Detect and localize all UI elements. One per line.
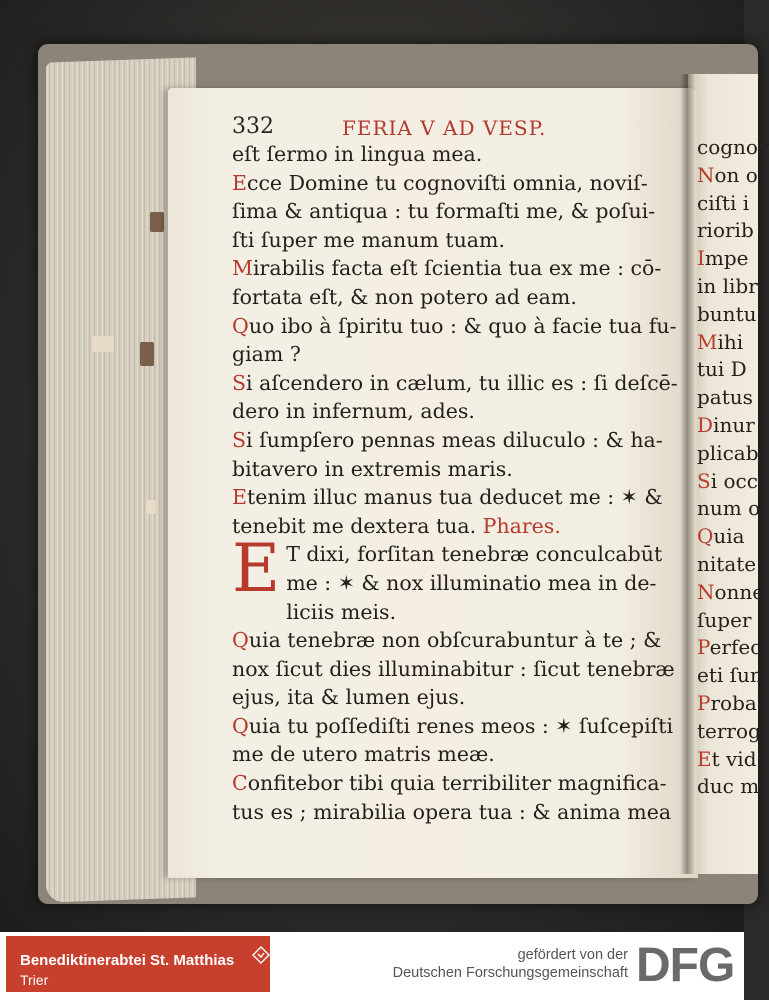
text-run: inur [713, 412, 755, 437]
rubric-text: N [697, 579, 715, 604]
text-line [232, 598, 687, 627]
text-line [232, 798, 687, 827]
text-run: riorib [697, 218, 754, 243]
text-run: me de utero matris meæ. [232, 742, 495, 767]
text-run: ſti ſuper me manum tuam. [232, 227, 505, 252]
text-run: irabilis facta eſt ſcientia tua ex me : cō- [253, 256, 662, 281]
text-line [232, 312, 687, 341]
text-run: plicab [697, 440, 759, 465]
page-tab [146, 500, 156, 514]
rubric-text: Q [232, 313, 249, 338]
rubric-text: E [232, 485, 247, 510]
text-run: uia tenebræ non obſcurabuntur à te ; & [248, 628, 662, 653]
text-line [697, 551, 757, 579]
rubric-text: C [232, 771, 248, 796]
text-line [697, 523, 757, 551]
text-line [697, 495, 761, 523]
text-line [697, 273, 757, 301]
text-run: ihi [717, 329, 744, 354]
funding-line: Deutschen Forschungsgemeinschaft [392, 965, 628, 981]
text-run: cce Domine tu cognoviſti omnia, noviſ- [246, 170, 648, 195]
text-line [697, 579, 765, 607]
rubric-text: S [232, 370, 247, 395]
text-run: nitate [697, 551, 757, 576]
text-run: eti ſun [697, 663, 763, 688]
text-run: i occ [710, 468, 758, 493]
text-line [697, 190, 757, 218]
text-line [697, 746, 757, 774]
text-line [232, 626, 687, 655]
text-run: mpe [704, 246, 749, 271]
text-line [697, 690, 757, 718]
drop-cap-initial: E [232, 530, 281, 608]
text-line [232, 140, 687, 169]
text-run: patus [697, 385, 753, 410]
rubric-text: N [697, 162, 715, 187]
page-tab [150, 212, 164, 232]
text-line [232, 197, 687, 226]
text-run: onfitebor tibi quia terribiliter magnifica- [247, 771, 667, 796]
text-run: t vid [711, 746, 757, 771]
text-line [697, 468, 757, 496]
text-line [232, 740, 687, 769]
text-run: ſima & antiqua : tu formaſti me, & poſui- [232, 199, 656, 224]
text-run: tus es ; mirabilia opera tua : & anima mea [232, 799, 672, 824]
text-line [232, 397, 687, 426]
text-line [697, 440, 757, 468]
text-line [232, 426, 687, 455]
rubric-text: Q [232, 628, 249, 653]
text-line [232, 483, 687, 512]
text-line [697, 356, 757, 384]
funding-note [393, 946, 628, 982]
page-text [232, 140, 687, 826]
text-run: dero in infernum, ades. [232, 399, 475, 424]
institution-city: Trier [20, 972, 49, 988]
text-line [697, 301, 757, 329]
rubric-text: Phares. [482, 513, 561, 538]
text-run: duc m [697, 774, 760, 799]
institution-banner[interactable] [6, 936, 270, 992]
rubric-text: E [232, 170, 247, 195]
text-block [232, 598, 687, 827]
abbey-logo-icon [252, 946, 270, 964]
text-line [232, 683, 687, 712]
page-tab [140, 342, 154, 366]
rubric-text: Q [697, 524, 714, 549]
rubric-text: M [697, 329, 718, 354]
text-line: me : ✶ & nox illuminatio mea in de- [286, 570, 657, 595]
text-line [232, 512, 687, 541]
text-run: i ſumpſero pennas meas diluculo : & ha- [246, 427, 663, 452]
text-line [697, 773, 760, 801]
rubric-text: S [697, 468, 711, 493]
text-line [697, 607, 757, 635]
text-line [697, 329, 757, 357]
dropcap-paragraph [232, 530, 687, 608]
rubric-text: P [697, 635, 710, 660]
text-run: uia [713, 524, 745, 549]
text-run: uo ibo à ſpiritu tuo : & quo à facie tua fu- [248, 313, 677, 338]
text-line: T dixi, forſitan tenebræ conculcabūt [286, 542, 663, 567]
text-line [697, 217, 757, 245]
text-run: tenebit me dextera tua. [232, 513, 483, 538]
text-run: ciſti i [697, 190, 750, 215]
rubric-text: E [697, 746, 712, 771]
text-line [697, 662, 763, 690]
rubric-text: D [697, 412, 714, 437]
text-run: liciis meis. [286, 599, 397, 624]
text-run: bitavero in extremis maris. [232, 456, 513, 481]
text-line [232, 340, 687, 369]
text-run: ejus, ita & lumen ejus. [232, 685, 466, 710]
text-line [697, 245, 757, 273]
text-line [232, 169, 687, 198]
facing-page-text [697, 134, 769, 801]
text-line [232, 254, 687, 283]
text-run: nox ſicut dies illuminabitur : ſicut tenebræ [232, 656, 675, 681]
rubric-text: Q [232, 713, 249, 738]
text-line [232, 769, 687, 798]
text-run: in libr [697, 273, 758, 298]
text-line [697, 134, 769, 162]
text-run: buntu [697, 301, 757, 326]
text-line [232, 369, 687, 398]
text-run: tenim illuc manus tua deducet me : ✶ & [246, 485, 663, 510]
text-run: roba [710, 690, 757, 715]
text-line [232, 283, 687, 312]
text-run: eſt ſermo in lingua mea. [232, 142, 483, 166]
text-run: cognov [697, 135, 769, 159]
text-line [697, 412, 757, 440]
text-run: terrog [697, 718, 761, 743]
text-line [232, 455, 687, 484]
text-line [232, 226, 687, 255]
dfg-logo[interactable]: DFG [636, 939, 735, 992]
text-line [232, 712, 687, 741]
page-tab [92, 336, 114, 352]
text-block [232, 140, 687, 540]
text-run: uia tu poſſediſti renes meos : ✶ ſuſcepiſti [248, 713, 674, 738]
text-run: i aſcendero in cælum, tu illic es : ſi deſcē- [246, 370, 678, 395]
text-run: tui D [697, 357, 747, 382]
text-run: on o [714, 162, 758, 187]
text-line [697, 634, 762, 662]
text-run: onne [714, 579, 765, 604]
text-line [232, 655, 687, 684]
funding-line: gefördert von der [517, 947, 628, 963]
institution-name: Benediktinerabtei St. Matthias [20, 952, 235, 969]
text-line [697, 162, 757, 190]
text-run: ſuper [697, 607, 752, 632]
rubric-text: I [697, 246, 705, 271]
running-head: FERIA V AD VESP. [342, 116, 547, 140]
rubric-text: M [232, 256, 253, 281]
text-run: num o [697, 496, 761, 521]
text-run: giam ? [232, 342, 301, 367]
rubric-text: P [697, 690, 711, 715]
rubric-text: S [232, 427, 247, 452]
text-line [697, 384, 757, 412]
page-number: 332 [232, 114, 274, 139]
text-line [697, 718, 761, 746]
text-run: erfec [709, 635, 762, 660]
text-run: fortata eſt, & non potero ad eam. [232, 284, 577, 309]
